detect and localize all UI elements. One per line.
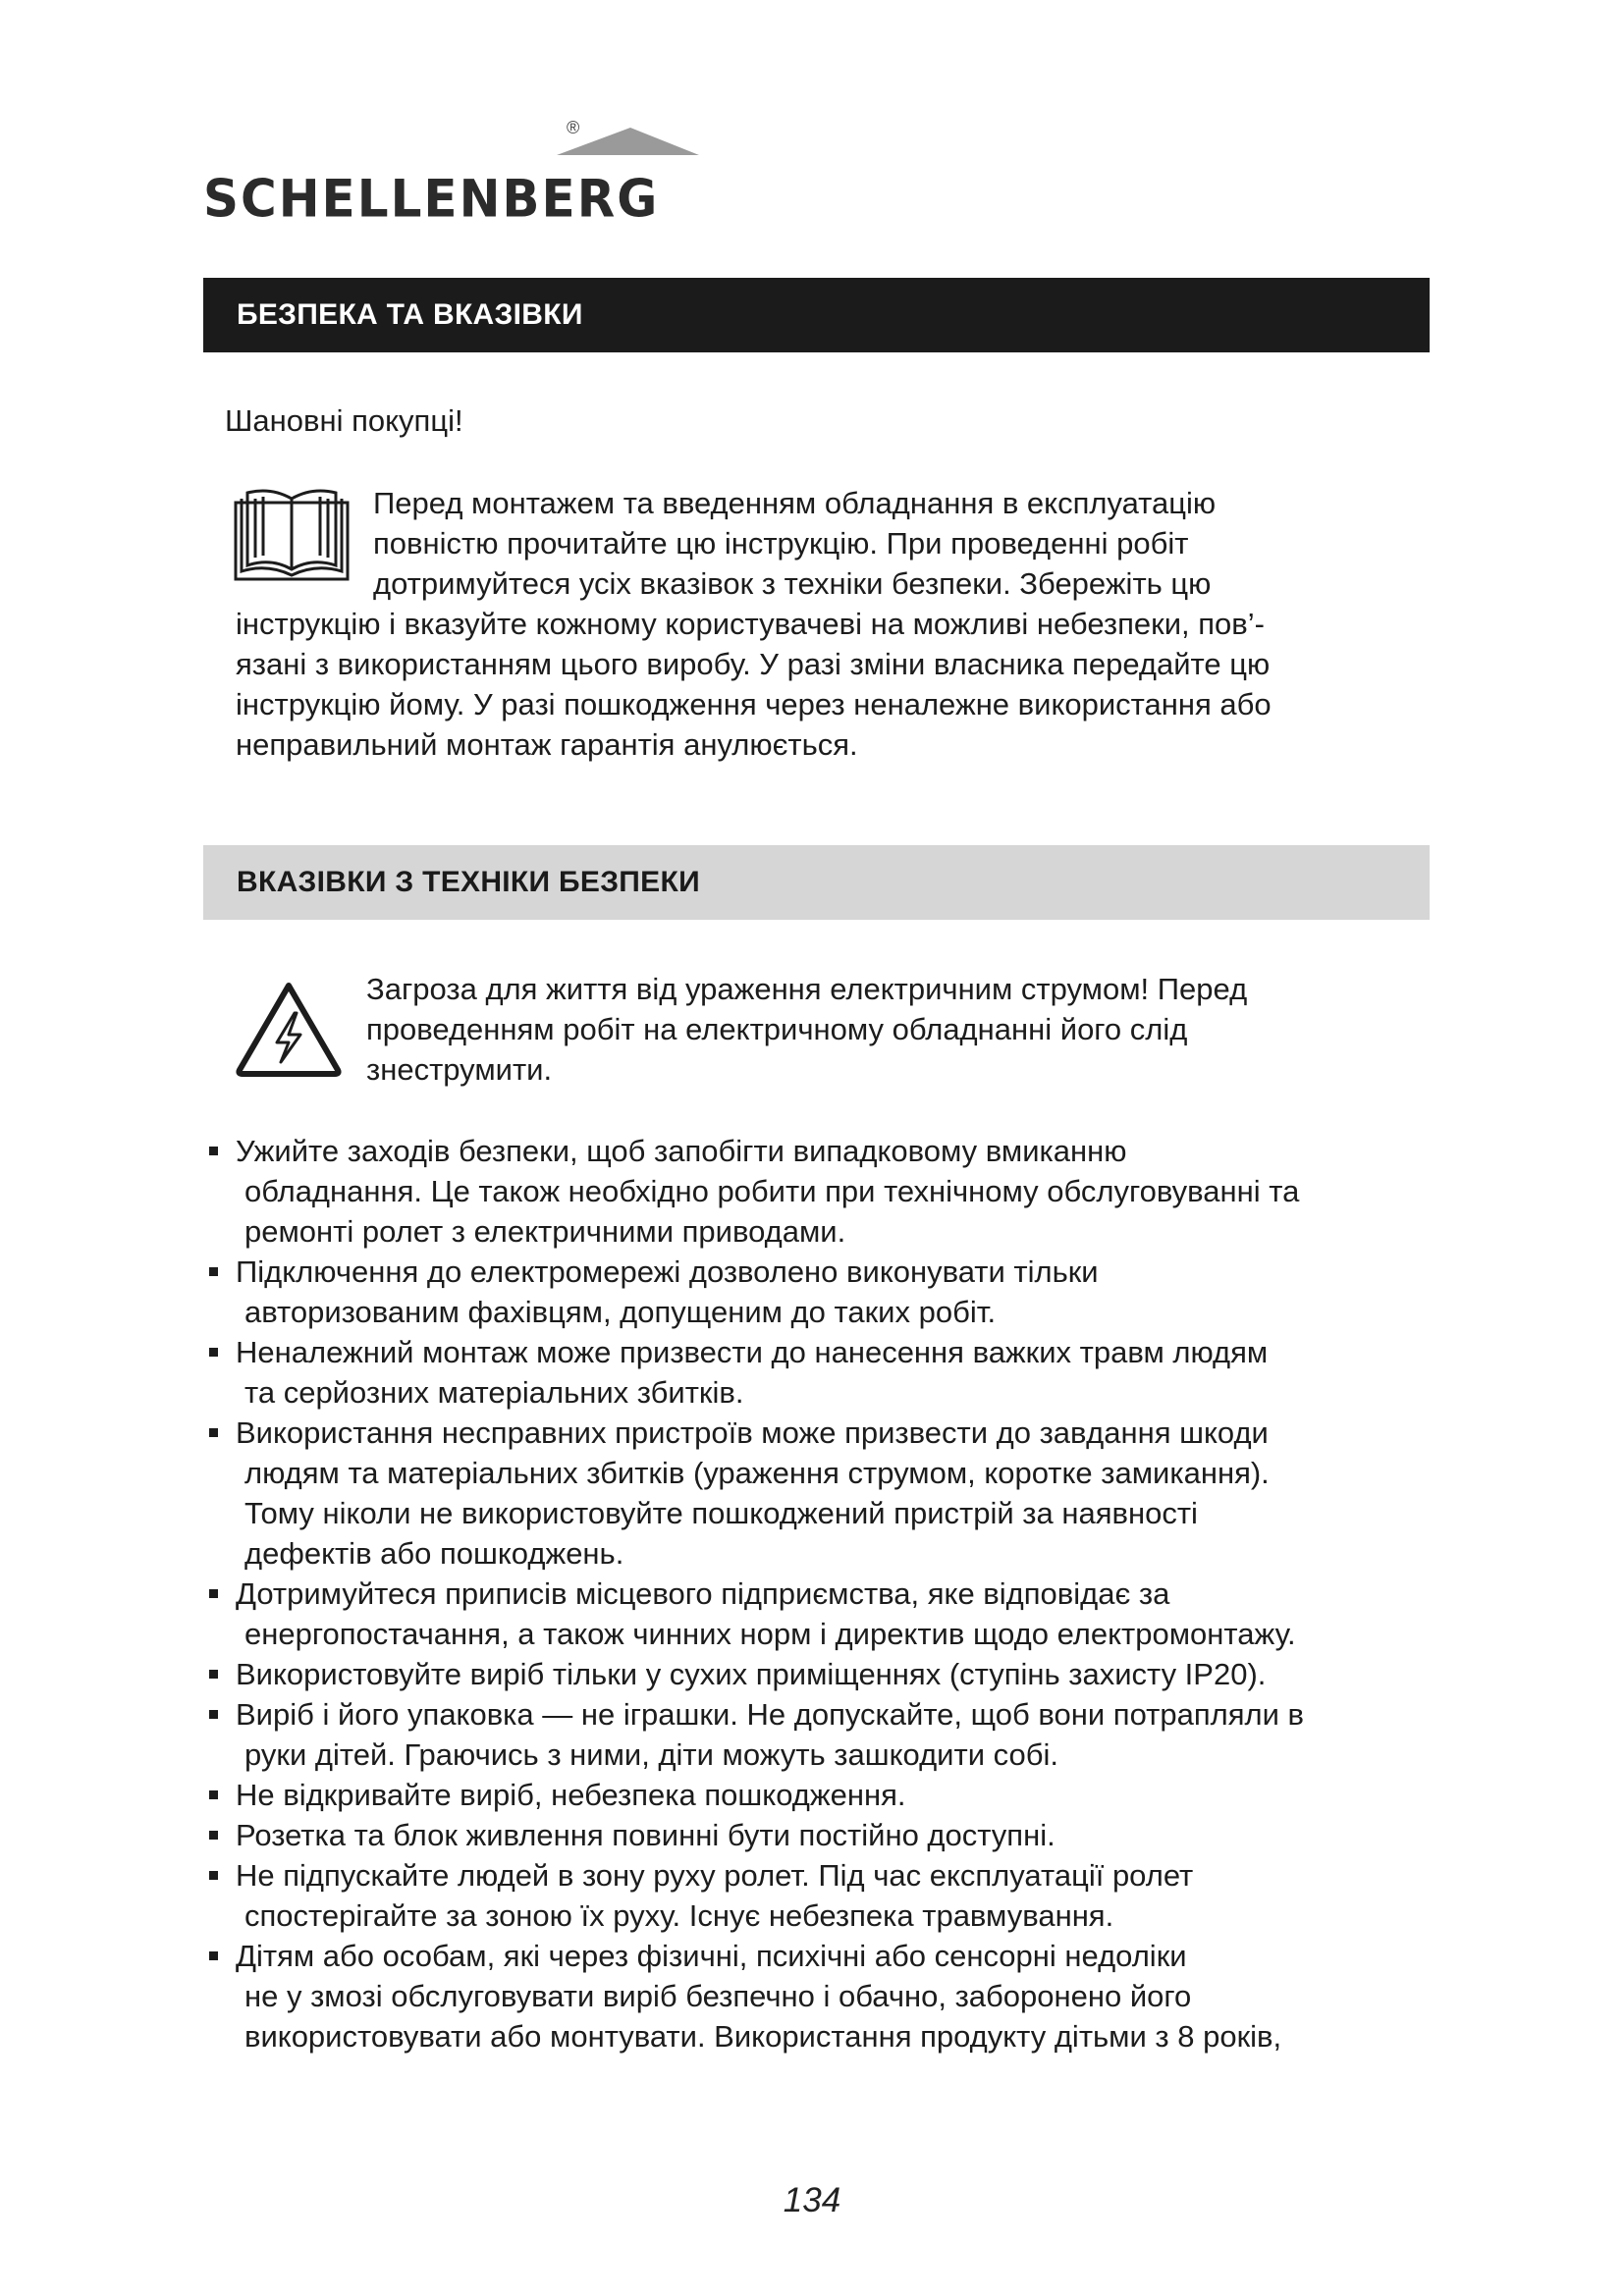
list-item [203,1252,1431,1332]
list-item-line: обладнання. Це також необхідно робити при технічному обслуговуванні та [244,1174,1300,1208]
list-item [203,1654,1431,1694]
warning-line: знеструмити. [366,1052,553,1087]
list-item [203,1775,1431,1815]
registered-mark: ® [567,118,580,137]
list-item-line: авторизованим фахівцям, допущеним до таких робіт. [244,1295,997,1329]
list-item [203,1694,1431,1775]
electric-hazard-icon [234,980,344,1078]
list-item-line: ремонті ролет з електричними приводами. [244,1214,846,1249]
list-item-line: Не відкривайте виріб, небезпека пошкодження. [236,1778,906,1812]
list-item [203,1855,1431,1936]
list-item-line: Виріб і його упаковка — не іграшки. Не допускайте, щоб вони потрапляли в [236,1697,1304,1732]
intro-line: неправильний монтаж гарантія анулюється. [236,727,858,762]
list-item-line: Підключення до електромережі дозволено виконувати тільки [236,1255,1099,1289]
bullet-icon [209,1348,218,1357]
list-item-line: Ужийте заходів безпеки, щоб запобігти випадковому вмиканню [236,1134,1127,1168]
list-item-line: спостерігайте за зоною їх руху. Існує небезпека травмування. [244,1898,1114,1933]
list-item [203,1574,1431,1654]
warning-text [366,969,1397,1090]
bullet-icon [209,1790,218,1799]
safety-rules-list [203,1131,1431,2056]
brand-wordmark: SCHELLENBERG [203,169,660,229]
list-item-line: не у змозі обслуговувати виріб безпечно і обачно, заборонено його [244,1979,1192,2013]
bullet-icon [209,1147,218,1155]
bullet-icon [209,1951,218,1960]
book-icon [234,485,350,583]
intro-line: повністю прочитайте цю інструкцію. При проведенні робіт [373,526,1189,561]
list-item-line: Використовуйте виріб тільки у сухих приміщеннях (ступінь захисту IP20). [236,1657,1267,1691]
intro-line: Перед монтажем та введенням обладнання в експлуатацію [373,486,1217,520]
list-item [203,1413,1431,1574]
bullet-icon [209,1710,218,1719]
list-item-line: енергопостачання, а також чинних норм і директив щодо електромонтажу. [244,1617,1296,1651]
list-item [203,1936,1431,2056]
list-item-line: людям та матеріальних збитків (ураження струмом, коротке замикання). [244,1456,1270,1490]
list-item-line: Не підпускайте людей в зону руху ролет. Під час експлуатації ролет [236,1858,1194,1893]
intro-line: дотримуйтеся усіх вказівок з техніки безпеки. Збережіть цю [373,566,1212,601]
list-item-line: дефектів або пошкоджень. [244,1536,624,1571]
bullet-icon [209,1831,218,1840]
intro-line: інструкцію і вказуйте кожному користувачеві на можливі небезпеки, пов’- [236,607,1265,641]
bullet-icon [209,1267,218,1276]
warning-line: проведенням робіт на електричному обладнанні його слід [366,1012,1188,1046]
brand-logo [203,118,660,229]
intro-line: інструкцію йому. У разі пошкодження через неналежне використання або [236,687,1272,721]
list-item [203,1332,1431,1413]
list-item-line: руки дітей. Граючись з ними, діти можуть зашкодити собі. [244,1737,1058,1772]
greeting: Шановні покупці! [225,403,463,438]
list-item-line: Неналежний монтаж може призвести до нанесення важких травм людям [236,1335,1269,1369]
bullet-icon [209,1871,218,1880]
bullet-icon [209,1670,218,1679]
section-title: БЕЗПЕКА ТА ВКАЗІВКИ [237,298,583,331]
list-item [203,1815,1431,1855]
list-item-line: Використання несправних пристроїв може призвести до завдання шкоди [236,1415,1269,1450]
list-item-line: Дітям або особам, які через фізичні, психічні або сенсорні недоліки [236,1939,1187,1973]
page-number: 134 [783,2181,841,2219]
warning-line: Загроза для життя від ураження електричним струмом! Перед [366,972,1248,1006]
section-header-safety [203,278,1430,352]
section-header-instructions [203,845,1430,920]
list-item [203,1131,1431,1252]
intro-line: язані з використанням цього виробу. У разі зміни власника передайте цю [236,647,1271,681]
bullet-icon [209,1589,218,1598]
list-item-line: та серйозних матеріальних збитків. [244,1375,744,1410]
list-item-line: використовувати або монтувати. Використання продукту дітьми з 8 років, [244,2019,1282,2054]
section-title: ВКАЗІВКИ З ТЕХНІКИ БЕЗПЕКИ [237,866,700,898]
list-item-line: Тому ніколи не використовуйте пошкоджений пристрій за наявності [244,1496,1198,1530]
list-item-line: Дотримуйтеся приписів місцевого підприємства, яке відповідає за [236,1576,1170,1611]
list-item-line: Розетка та блок живлення повинні бути постійно доступні. [236,1818,1056,1852]
bullet-icon [209,1428,218,1437]
